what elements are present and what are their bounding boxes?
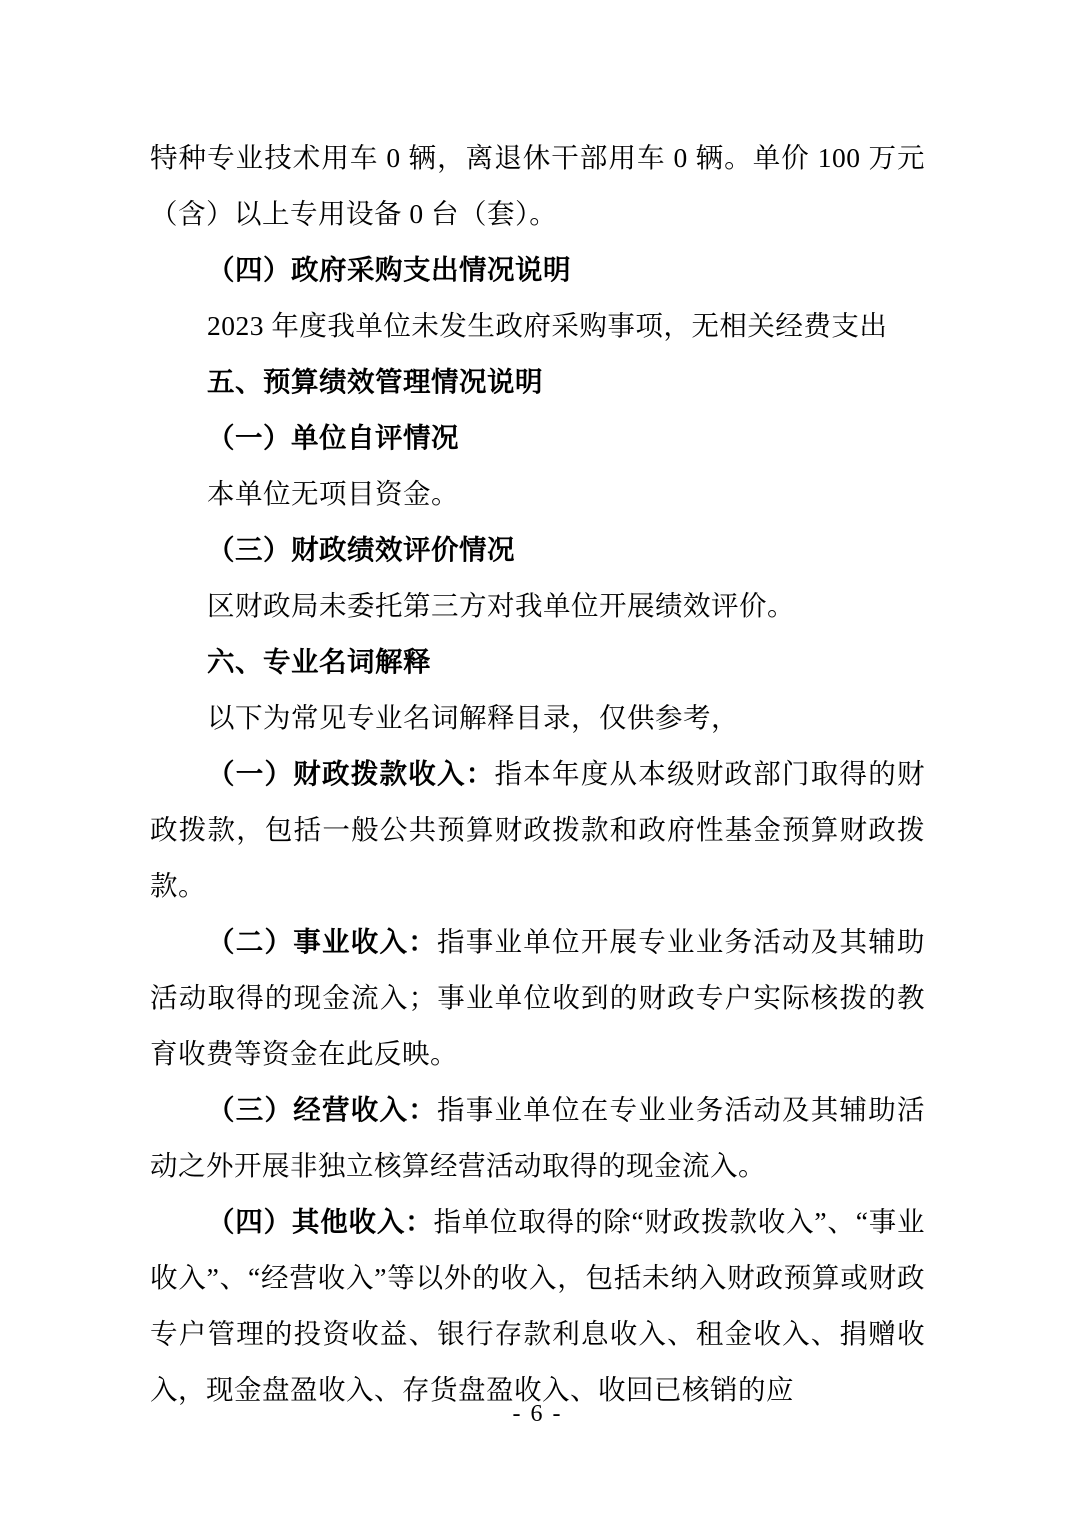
term-label-business-income: （二）事业收入： (207, 926, 437, 957)
paragraph-procurement-note: 2023 年度我单位未发生政府采购事项，无相关经费支出 (207, 310, 888, 341)
heading-fiscal-performance-evaluation: （三）财政绩效评价情况 (207, 534, 515, 566)
term-definition-fiscal-appropriation-income: 指本年度从本级财政部门取得的财政拨款，包括一般公共预算财政拨款和政府性基金预算财政拨款。 (150, 758, 925, 901)
paragraph-term-business-income (150, 914, 925, 1082)
term-label-operating-income: （三）经营收入： (207, 1094, 437, 1125)
paragraph-no-third-party-evaluation: 区财政局未委托第三方对我单位开展绩效评价。 (207, 590, 795, 621)
paragraph-term-fiscal-appropriation-income (150, 746, 925, 914)
heading-budget-performance: 五、预算绩效管理情况说明 (207, 366, 543, 398)
term-definition-operating-income: 指事业单位在专业业务活动及其辅助活动之外开展非独立核算经营活动取得的现金流入。 (150, 1094, 925, 1181)
term-definition-other-income: 指单位取得的除“财政拨款收入”、“事业收入”、“经营收入”等以外的收入，包括未纳入财政预算或财政专户管理的投资收益、银行存款利息收入、租金收入、捐赠收入，现金盘盈收入、存货盘盈收入、收回已核销的应 (150, 1206, 926, 1405)
term-label-fiscal-appropriation-income: （一）财政拨款收入： (207, 758, 495, 789)
term-definition-business-income: 指事业单位开展专业业务活动及其辅助活动取得的现金流入；事业单位收到的财政专户实际核拨的教育收费等资金在此反映。 (150, 926, 925, 1069)
document-body (150, 130, 925, 1418)
heading-unit-self-evaluation: （一）单位自评情况 (207, 422, 459, 454)
paragraph-no-project-funds: 本单位无项目资金。 (207, 478, 459, 509)
paragraph-vehicles: 特种专业技术用车 0 辆，离退休干部用车 0 辆。单价 100 万元（含）以上专用设备 0 台（套）。 (150, 142, 925, 229)
heading-terminology: 六、专业名词解释 (207, 646, 431, 678)
paragraph-terminology-intro: 以下为常见专业名词解释目录，仅供参考， (207, 702, 739, 733)
paragraph-term-operating-income (150, 1082, 925, 1194)
paragraph-term-other-income (150, 1194, 925, 1418)
term-label-other-income: （四）其他收入： (207, 1206, 434, 1237)
page-number: - 6 - (512, 1401, 563, 1427)
heading-government-procurement: （四）政府采购支出情况说明 (207, 254, 571, 286)
